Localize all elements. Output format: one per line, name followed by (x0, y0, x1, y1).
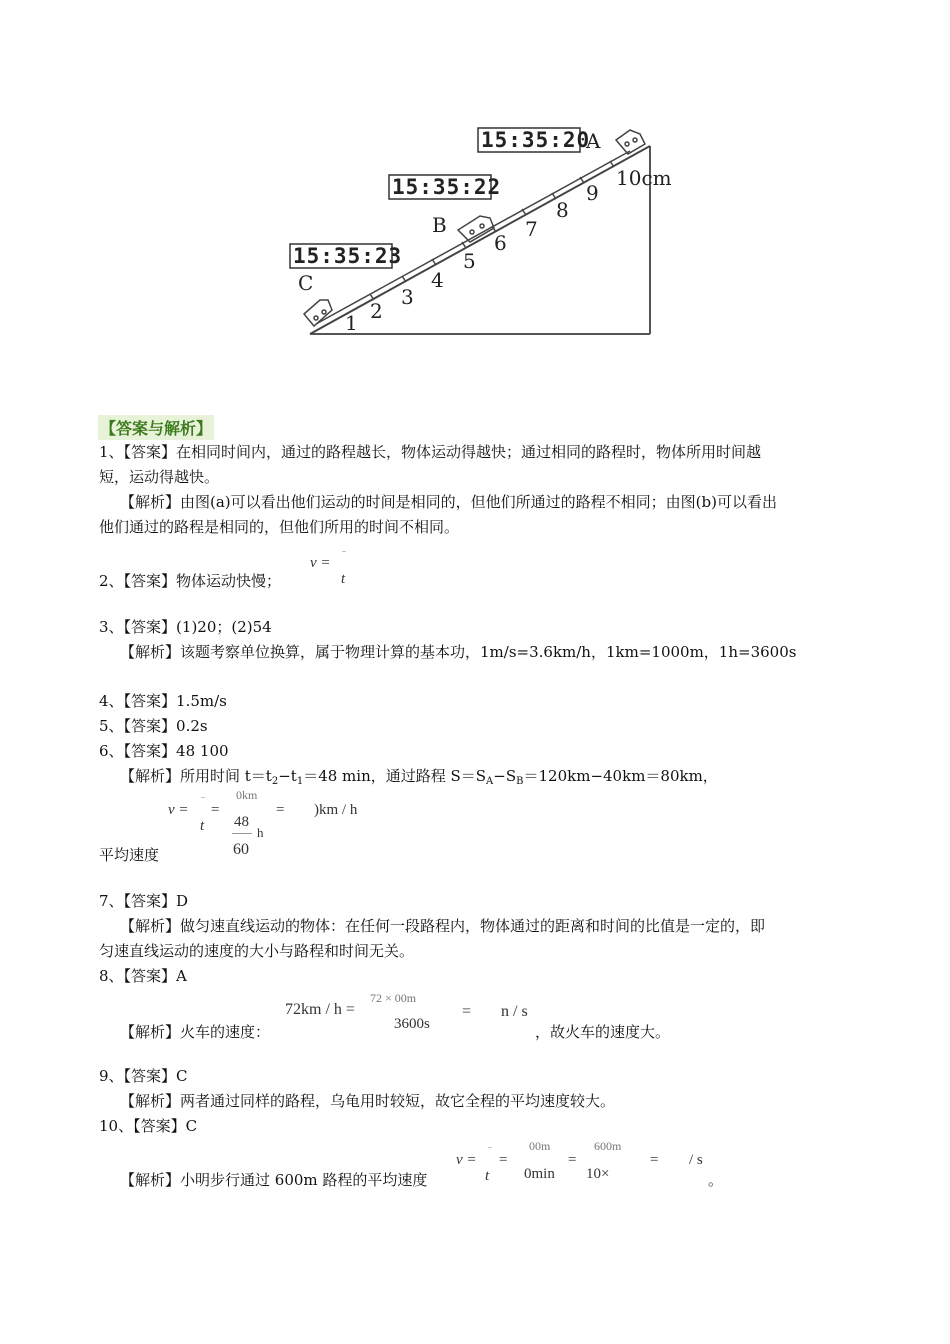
scale-number: 4 (431, 268, 444, 292)
q1-answer-cont: 短，运动得越快。 (99, 468, 220, 486)
q10-end: 。 (708, 1171, 724, 1189)
point-a-label: A (586, 129, 601, 153)
time-label-a: 15:35:20 (481, 128, 591, 152)
q6-formula-t: t (200, 818, 205, 834)
scale-number: 3 (401, 285, 414, 309)
q8-formula-eq: = (462, 1003, 472, 1020)
time-label-b: 15:35:22 (392, 175, 502, 199)
q6-formula-top: 0km (236, 788, 258, 802)
q8-formula-top: 72 × 00m (370, 991, 417, 1005)
q10-analysis: 【解析】小明步行通过 600m 路程的平均速度 (120, 1171, 428, 1189)
q10-formula-top2: 600m (594, 1139, 622, 1153)
q9-answer: 9、【答案】C (99, 1067, 188, 1085)
answer-page: 15:35:20 15:35:22 15:35:23 A B C 1 2 3 4 5 6 7 8 9 10cm 【答案与解析】 1、【答案】在相同时间内，通过的路程越长，物体运动得越快；通过相同的路程时，物体所用时间越 短，运动得越快。 【解析】由图(a)可以看出他们运动的时间是相同的，但他们所通过的路程不相同；由图(b)可以看出 他们通过的路程是相同的，但他们所用的时间不相同。 – v = t 2、【答案】物体运动快慢； 3、【答案】(1)20；(2)54 【解析】该题考察单位换算，属于物理计算的基本功，1m/s=3.6km/h，1km=1000m，1h=3600s 4、【答案】1.5m/s 5、【答案】0.2s 6、【答案】48 100 【解析】所用时间 $t=t_2-t_1=48$ min，通过路程 $S=S_A-S_B=120km-40km=80km$， – 0km v = = = )km / h t 48 h 60 平均速度 7、【答案】D 【解析】做匀速直线运动的物体：在任何一段路程内，物体通过的距离和时间的比值是一定的，即 匀速直线运动的速度的大小与路程和时间无关。 8、【答案】A 72 × 00m 72km / h = = n / s 3600s 【解析】火车的速度： ，故火车的速度大。 9、【答案】C 【解析】两者通过同样的路程，乌龟用时较短，故它全程的平均速度较大。 10、【答案】C – 00m 600m v = = = = / s t 0min 10× 【解析】小明步行通过 600m 路程的平均速度 。 (0, 0, 950, 1344)
scale-number: 6 (494, 231, 507, 255)
q3-answer: 3、【答案】(1)20；(2)54 (99, 618, 272, 636)
q8-formula-bottom: 3600s (394, 1016, 430, 1032)
fraction-line (232, 833, 252, 834)
q1-analysis: 【解析】由图(a)可以看出他们运动的时间是相同的，但他们所通过的路程不相同；由图(b)可以看出 (120, 493, 777, 511)
q6-formula-h: h (257, 825, 264, 840)
incline-figure (280, 118, 680, 348)
answers-heading: 【答案与解析】 (98, 415, 214, 440)
q8-analysis: 【解析】火车的速度： (120, 1023, 271, 1041)
point-b-label: B (432, 213, 447, 237)
q5-answer: 5、【答案】0.2s (99, 717, 208, 735)
q10-formula-eq2: = (568, 1152, 577, 1168)
scale-number: 5 (463, 249, 476, 273)
q6-formula-bottom: 60 (233, 841, 249, 858)
q2-formula-t: t (341, 571, 346, 587)
incline-diagram (280, 118, 680, 348)
q9-analysis: 【解析】两者通过同样的路程，乌龟用时较短，故它全程的平均速度较大。 (120, 1092, 616, 1110)
q10-formula-bot1: 0min (524, 1166, 555, 1182)
scale-end-label: 10cm (616, 166, 672, 190)
q6-formula-mid: 48 (234, 814, 249, 830)
q2-formula-v: v = (310, 555, 331, 571)
q10-formula-v: v = (456, 1152, 477, 1168)
cart-c-icon (304, 300, 332, 326)
q6-formula-result: )km / h (314, 802, 358, 818)
q6-formula-eq2: = (276, 802, 285, 818)
scale-number: 8 (556, 198, 569, 222)
scale-number: 1 (345, 311, 358, 335)
q7-analysis-cont: 匀速直线运动的速度的大小与路程和时间无关。 (99, 942, 415, 960)
q6-formula-v: v = (168, 802, 189, 818)
q10-formula-t: t (485, 1168, 490, 1184)
q1-answer: 1、【答案】在相同时间内，通过的路程越长，物体运动得越快；通过相同的路程时，物体所用时间越 (99, 443, 762, 461)
q10-formula-result: / s (689, 1152, 703, 1168)
q10-formula-eq1: = (499, 1152, 508, 1168)
q8-formula-left: 72km / h = (285, 1001, 355, 1018)
q7-analysis: 【解析】做匀速直线运动的物体：在任何一段路程内，物体通过的距离和时间的比值是一定的，即 (120, 917, 766, 935)
q10-formula-bot2: 10× (586, 1166, 610, 1182)
q4-answer: 4、【答案】1.5m/s (99, 692, 227, 710)
q10-formula-top1: 00m (529, 1139, 551, 1153)
q10-formula-eq3: = (650, 1152, 659, 1168)
q1-analysis-cont: 他们通过的路程是相同的，但他们所用的时间不相同。 (99, 518, 460, 536)
scale-number: 2 (370, 299, 383, 323)
q8-answer: 8、【答案】A (99, 967, 187, 985)
q8-analysis-end: ，故火车的速度大。 (535, 1023, 671, 1041)
q8-formula-result: n / s (501, 1003, 528, 1020)
time-label-c: 15:35:23 (293, 244, 403, 268)
q7-answer: 7、【答案】D (99, 892, 189, 910)
q6-answer: 6、【答案】48 100 (99, 742, 229, 760)
q6-average-label: 平均速度 (99, 846, 160, 864)
q6-formula-eq1: = (211, 802, 220, 818)
q10-answer: 10、【答案】C (99, 1117, 198, 1135)
q2-answer: 2、【答案】物体运动快慢； (99, 572, 282, 590)
scale-number: 7 (525, 217, 538, 241)
q6-analysis: 【解析】所用时间 $t=t_2-t_1=48$ min，通过路程 $S=S_A-S_B=120km-40km=80km$， (120, 767, 718, 787)
q3-analysis: 【解析】该题考察单位换算，属于物理计算的基本功，1m/s=3.6km/h，1km=1000m，1h=3600s (120, 643, 797, 661)
point-c-label: C (298, 271, 314, 295)
scale-number: 9 (586, 181, 599, 205)
